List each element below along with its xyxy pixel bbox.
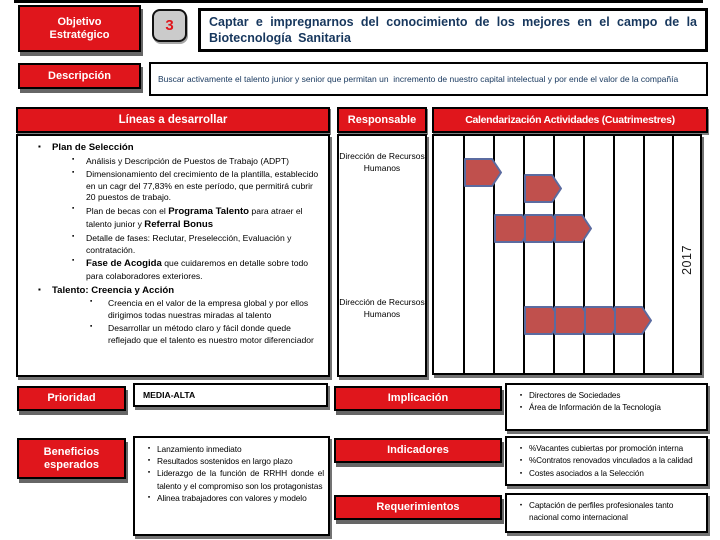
gantt-column-line (523, 136, 525, 373)
implicacion-label-text: Implicación (387, 392, 449, 405)
bullet-icon: ▪ (72, 205, 75, 213)
list-item-text: Liderazgo de la función de RRHH donde el talento y el compromiso son los protagonistas (157, 468, 324, 491)
objective-number-badge (152, 9, 187, 42)
activity-arrow-icon (554, 214, 592, 244)
descripcion-box (149, 62, 708, 96)
activity-arrow-icon (464, 158, 502, 188)
lineas-item (72, 233, 322, 257)
list-item-text: Resultados sostenidos en largo plazo (157, 456, 293, 467)
lineas-item-text: Fase de Acogida que cuidaremos en detalle sobre todo para colaboradores exteriores. (86, 258, 309, 281)
responsable-entry: Dirección de Recursos Humanos (339, 151, 425, 174)
year-label: 2017 (680, 245, 694, 275)
lineas-item-text: Talento: Creencia y Acción (52, 284, 175, 296)
list-item-text: %Vacantes cubiertas por promoción interna (529, 444, 684, 453)
gantt-column-line (613, 136, 615, 373)
bullet-icon: ▪ (147, 469, 151, 477)
prioridad-box (133, 383, 328, 407)
calendarizacion-header (432, 107, 708, 133)
responsable-header-text: Responsable (347, 114, 417, 126)
list-item (141, 455, 324, 467)
requerimientos-label (334, 495, 502, 520)
requerimientos-label-text: Requerimientos (376, 501, 460, 514)
gantt-column-line (643, 136, 645, 373)
list-item (513, 455, 702, 467)
gantt-chart (432, 134, 702, 375)
bullet-icon: ▪ (519, 445, 523, 452)
lineas-item (38, 141, 322, 155)
list-item-text: Área de Información de la Tecnología (529, 403, 661, 413)
objective-number: 3 (165, 17, 174, 34)
lineas-item-text: Plan de Selección (52, 142, 134, 153)
objective-title-box (198, 8, 708, 52)
lineas-item (38, 284, 322, 298)
lineas-item (72, 156, 322, 168)
beneficios-list (141, 443, 324, 504)
bullet-icon: ▪ (519, 392, 523, 399)
bullet-icon: ▪ (90, 298, 93, 306)
prioridad-value: MEDIA-ALTA (143, 390, 196, 400)
indicadores-list (513, 443, 702, 480)
list-item-text: %Contratos renovados vinculados a la calidad (529, 456, 693, 466)
requerimientos-box (505, 493, 708, 533)
lineas-item (72, 169, 322, 205)
calendarizacion-header-text: Calendarización Actividades (Cuatrimestres) (465, 114, 675, 126)
bullet-icon: ▪ (38, 142, 41, 151)
activity-arrow-icon (614, 306, 652, 336)
implicacion-box (505, 383, 708, 431)
bullet-icon: ▪ (519, 457, 523, 465)
objetivo-estrategico-text: Objetivo Estratégico (49, 15, 110, 41)
bullet-icon: ▪ (147, 445, 151, 452)
list-item (513, 468, 702, 480)
lineas-item (90, 298, 322, 322)
responsable-header (337, 107, 427, 133)
list-item-text: Alinea trabajadores con valores y modelo (157, 492, 307, 503)
list-item-text: Directores de Sociedades (529, 391, 621, 400)
lineas-list (18, 141, 322, 347)
gantt-column-line (672, 136, 674, 373)
lineas-item (72, 205, 322, 231)
indicadores-label-text: Indicadores (387, 444, 449, 457)
beneficios-label (17, 438, 126, 479)
lineas-item-text: Plan de becas con el Programa Talento para atraer el talento junior y Referral Bonus (86, 206, 303, 231)
prioridad-label-text: Prioridad (47, 392, 96, 405)
list-item-text: Captación de perfiles profesionales tanto nacional como internacional (529, 501, 674, 523)
list-item (141, 467, 324, 491)
lineas-header (16, 107, 330, 133)
activity-arrow-icon (524, 174, 562, 204)
bullet-icon: ▪ (519, 469, 523, 477)
descripcion-label (18, 63, 141, 89)
lineas-item-text: Dimensionamiento del crecimiento de la plantilla, establecido en un cagr del 77,83% en este período, que permitirá cubrir 20 puestos de trabajo. (86, 168, 319, 203)
lineas-header-text: Líneas a desarrollar (118, 114, 228, 126)
bullet-icon: ▪ (519, 404, 523, 412)
list-item (513, 443, 702, 455)
lineas-item (72, 257, 322, 282)
bullet-icon: ▪ (72, 232, 75, 240)
bullet-icon: ▪ (147, 493, 151, 501)
list-item (513, 402, 702, 414)
indicadores-box (505, 436, 708, 486)
lineas-item (90, 323, 322, 347)
lineas-item-text: Análisis y Descripción de Puestos de Trabajo (ADPT) (86, 155, 289, 166)
objetivo-estrategico-label (18, 5, 141, 52)
beneficios-box (133, 436, 330, 536)
lineas-item-text: Detalle de fases: Reclutar, Preselección, Evaluación y contratación. (86, 232, 292, 255)
bullet-icon: ▪ (90, 323, 93, 331)
list-item-text: Costes asociados a la Selección (529, 468, 644, 478)
descripcion-text: Buscar activamente el talento junior y senior que permitan un incremento de nuestro capital intelectual y por ende el valor de la compañía (158, 74, 679, 84)
lineas-item-text: Desarrollar un método claro y fácil donde quede reflejado que el talento es nuestro motor diferenciador (108, 323, 314, 345)
list-item (513, 390, 702, 402)
bullet-icon: ▪ (38, 284, 41, 294)
requerimientos-list (513, 500, 702, 525)
lineas-item-text: Creencia en el valor de la empresa global y por ellos dirigimos todas nuestras miradas al talento (108, 298, 309, 321)
implicacion-label (334, 386, 502, 411)
indicadores-label (334, 438, 502, 463)
responsable-entry: Dirección de Recursos Humanos (339, 297, 425, 320)
responsable-box (337, 134, 427, 377)
beneficios-label-text: Beneficios esperados (43, 445, 100, 471)
bullet-icon: ▪ (147, 457, 151, 465)
list-item (141, 492, 324, 504)
bullet-icon: ▪ (72, 168, 75, 176)
lineas-box (16, 134, 330, 377)
implicacion-list (513, 390, 702, 415)
descripcion-label-text: Descripción (48, 69, 111, 82)
top-rule (14, 0, 703, 3)
gantt-column-line (553, 136, 555, 373)
list-item (141, 443, 324, 455)
gantt-column-line (583, 136, 585, 373)
bullet-icon: ▪ (72, 155, 75, 163)
objective-title: Captar e impregnarnos del conocimiento de los mejores en el campo de la Biotecnología Sanitaria (209, 14, 697, 45)
prioridad-label (17, 386, 126, 411)
bullet-icon: ▪ (72, 257, 75, 265)
bullet-icon: • (519, 502, 523, 509)
list-item (513, 500, 702, 525)
list-item-text: Lanzamiento inmediato (157, 444, 242, 454)
